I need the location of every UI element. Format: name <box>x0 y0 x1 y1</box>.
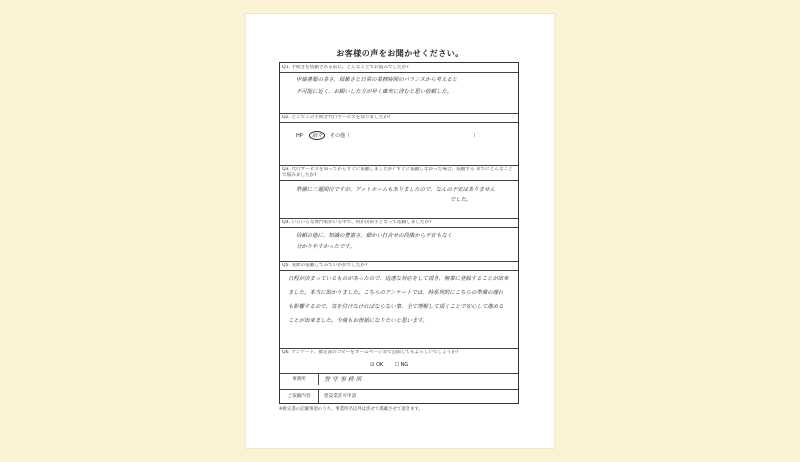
q4-answer-line-2: 分かりやすかったです。 <box>296 244 355 250</box>
divider <box>280 72 518 73</box>
divider <box>280 261 518 262</box>
office-value: 誉 守 事 務 所 <box>324 376 362 383</box>
q3-answer-line-2: でした。 <box>450 197 472 203</box>
office-label: 事務所 <box>280 374 319 385</box>
service-row <box>280 389 518 404</box>
q2-option-other-close: ） <box>473 133 479 139</box>
q5-label: Q5. 実際の依頼してみていかがでしたか? <box>282 263 368 268</box>
q2-option-selected: 紹介 <box>309 131 325 140</box>
q1-answer-line-2: 不可能に近く、お願いした方が早く確実に済むと思い依頼した。 <box>296 89 453 95</box>
divider <box>280 165 518 166</box>
q6-option-ok: ☑ OK <box>370 362 384 368</box>
q3-answer-line-1: 準備に三週間位ですが、アットホームもありましたので、なんの不安はありません <box>296 187 495 193</box>
q1-label: Q1. 手続きを依頼される前に、どんなことでお悩みでしたか? <box>282 65 409 70</box>
q6-choices <box>370 362 408 368</box>
divider <box>280 122 518 123</box>
survey-sheet <box>246 14 554 448</box>
divider <box>280 113 518 114</box>
form-title: お客様の声をお聞かせください。 <box>336 49 464 58</box>
divider <box>280 348 518 349</box>
service-value: 建設業許可申請 <box>324 394 357 399</box>
q4-label: Q4. いろいろな専門家がいる中で、何が決め手となって依頼しましたか? <box>282 220 432 225</box>
disclaimer-note: ※推定書の記載事項のうち、事業所名以外は伏せて掲載させて頂きます。 <box>279 407 423 412</box>
service-label: ご依頼内容 <box>280 390 319 404</box>
q5-answer-line-2: ました。本当に助かりました。こちらのアンケートでは、時系列的にこちらの準備の遅れ <box>288 290 504 296</box>
divider <box>280 270 518 271</box>
survey-form-frame <box>279 62 519 404</box>
q5-answer-line-4: ことが出来ました。今後もお世話になりたいと思います。 <box>288 318 428 324</box>
q2-choices <box>296 131 478 140</box>
q2-option-other: その他（ <box>329 133 350 139</box>
q1-answer-line-1: 申請書類の多さ、煩雑さと日常の業務時間のバランスから考えると <box>296 77 458 83</box>
divider <box>280 218 518 219</box>
q5-answer-line-1: 日程が決まっているものがあったので、迅速な対応をして頂き、無事に登録することが出来 <box>288 276 509 282</box>
q2-option-hp: HP <box>296 133 303 139</box>
q5-answer-line-3: も影響するので、気を付けなければならない事、全て理解して頂くことで安心して進める <box>288 304 504 310</box>
divider <box>280 227 518 228</box>
q2-label: Q2. どこでこの手続き代行サービスを知りましたか? <box>282 115 391 120</box>
office-row <box>280 373 518 385</box>
q3-label: Q3. 代行サービスを知ってからすぐに依頼しましたか? すぐに依頼しなかった場合、依頼する までにどんなことで悩みましたか? <box>282 167 513 178</box>
divider <box>280 180 518 181</box>
q4-answer-line-1: 信頼の他に、知識の豊富さ、細かい打合せの段階から不安もなく <box>296 233 453 239</box>
q6-label: Q6. アンケート、推定書のコピーをホームページ等で公開してもよろしいでしょうか? <box>282 350 459 355</box>
q6-option-ng: ☐ NG <box>394 362 409 368</box>
